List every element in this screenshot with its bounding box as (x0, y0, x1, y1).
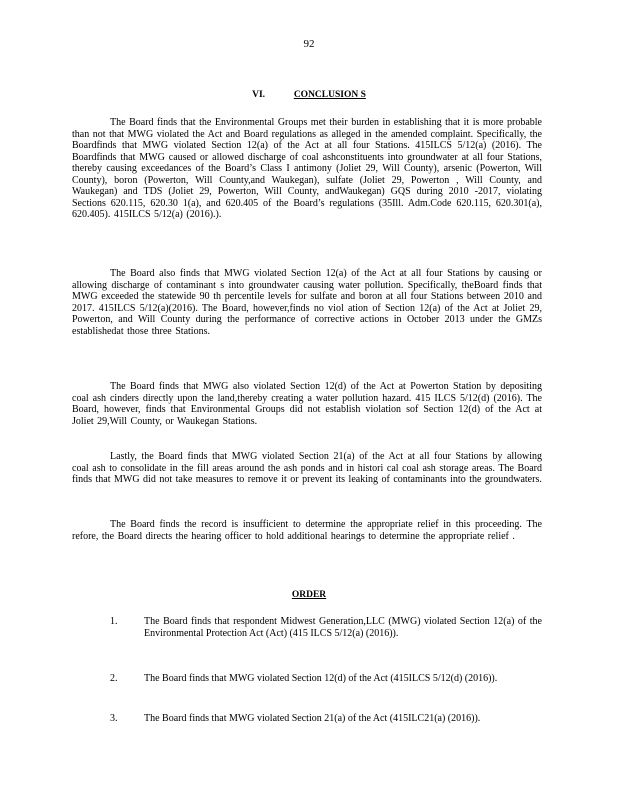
page-number: 92 (303, 38, 315, 50)
order-title: ORDER (291, 590, 327, 600)
order-item-text: The Board finds that respondent Midwest Generation,LLC (MWG) violated Section 12(a) of the Environmental Protection Act (Act) (415 ILCS 5/12(a) (2016)). (144, 616, 542, 639)
section-numeral: VI. (252, 90, 266, 100)
order-item-text: The Board finds that MWG violated Section 21(a) of the Act (415ILC21(a) (2016)). (144, 713, 481, 724)
order-item-number: 1. (110, 616, 118, 627)
paragraph-5: The Board finds the record is insufficient to determine the appropriate relief in this proceeding. The refore, the Board directs the hearing officer to hold additional hearings to determine the appropriate relief . (72, 519, 542, 542)
paragraph-4: Lastly, the Board finds that MWG violated Section 21(a) of the Act at all four Stations by allowing coal ash to consolidate in the fill areas around the ash ponds and in histori cal coal ash storage areas. The Board finds that MWG did not take measures to remove it or prevent its leaking of contaminants into the groundwaters. (72, 451, 542, 485)
order-item-text: The Board finds that MWG violated Section 12(d) of the Act (415ILCS 5/12(d) (2016)). (144, 673, 498, 684)
paragraph-1: The Board finds that the Environmental Groups met their burden in establishing that it is more probable than not that MWG violated the Act and Board regulations as alleged in the amended complaint. Specifically, the Boardfinds that MWG violated Section 12(a) of the Act at all four Stations. 415ILCS 5/12(a) (2016). The Boardfinds that MWG caused or allowed discharge of coal ashconstituents into groundwater at all four Stations, thereby causing exceedances of the Board’s Class I antimony (Joliet 29, Will County), arsenic (Powerton, Will County), boron (Powerton, Will County,and Waukegan), sulfate (Joliet 29, Powerton , Will County, and Waukegan) and TDS (Joliet 29, Powerton, Will County, andWaukegan) GQS during 2010 -2017, violating Sections 620.115, 620.30 1(a), and 620.405 of the Board’s regulations (35Ill. Adm.Code 620.115, 620.301(a), 620.405). 415ILCS 5/12(a) (2016).). (72, 117, 542, 220)
paragraph-3: The Board finds that MWG also violated Section 12(d) of the Act at Powerton Station by depositing coal ash cinders directly upon the land,thereby creating a water pollution hazard. 415 ILCS 5/12(d) (2016). The Board, however, finds that Environmental Groups did not establish violation sof Section 12(d) of the Act at Joliet 29,Will County, or Waukegan Stations. (72, 381, 542, 427)
order-item-number: 2. (110, 673, 118, 684)
order-heading (0, 590, 618, 600)
paragraph-2: The Board also finds that MWG violated Section 12(a) of the Act at all four Stations by causing or allowing discharge of contaminant s into groundwater causing water pollution. Specifically, theBoard finds that MWG exceeded the statewide 90 th percentile levels for sulfate and boron at all four Stations between 2010 and 2017. 415ILCS 5/12(a)(2016). The Board, however,finds no viol ation of Section 12(a) of the Act at Joliet 29, Powerton, and Will County during the performance of corrective actions in October 2013 under the GMZs establishedat those three Stations. (72, 268, 542, 337)
order-item-number: 3. (110, 713, 118, 724)
section-title: CONCLUSION S (293, 90, 366, 100)
section-heading (0, 90, 618, 100)
